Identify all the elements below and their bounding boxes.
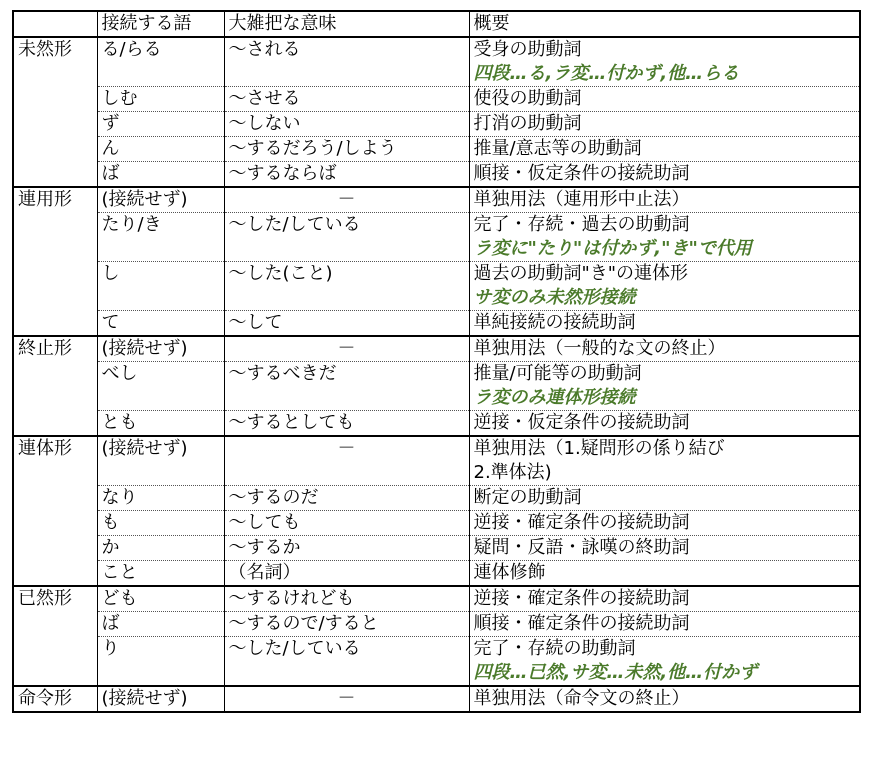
rough-meaning: －: [224, 336, 469, 362]
connect-word: ん: [97, 137, 224, 162]
usage-note: 四段…る,ラ変…付かず,他…らる: [473, 63, 740, 84]
table-row: [13, 213, 860, 262]
rough-meaning: ～した/している: [224, 213, 469, 262]
summary-text: 使役の助動詞: [473, 88, 582, 109]
connect-word: ば: [97, 612, 224, 637]
connect-word: しむ: [97, 87, 224, 112]
conjugation-form: 終止形: [13, 336, 97, 436]
rough-meaning: －: [224, 686, 469, 712]
summary-text: 推量/意志等の助動詞: [473, 138, 642, 159]
rough-meaning: ～した(こと): [224, 262, 469, 311]
table-row: [13, 187, 860, 213]
connect-word: (接続せず): [97, 436, 224, 486]
table-row: [13, 511, 860, 536]
header-connect: 接続する語: [97, 11, 224, 37]
table-row: [13, 37, 860, 87]
summary-cell: [469, 87, 860, 112]
connect-word: とも: [97, 411, 224, 437]
summary-cell: [469, 362, 860, 411]
rough-meaning: ～するか: [224, 536, 469, 561]
table-row: [13, 112, 860, 137]
connect-word: て: [97, 311, 224, 337]
summary-text: 単独用法（1.疑問形の係り結び: [473, 438, 725, 459]
summary-cell: [469, 486, 860, 511]
summary-cell: [469, 536, 860, 561]
rough-meaning: ～するけれども: [224, 586, 469, 612]
connect-word: たり/き: [97, 213, 224, 262]
connect-word: (接続せず): [97, 686, 224, 712]
conjugation-table: [12, 10, 861, 713]
summary-cell: [469, 586, 860, 612]
table-row: [13, 486, 860, 511]
connect-word: も: [97, 511, 224, 536]
conjugation-form: 命令形: [13, 686, 97, 712]
rough-meaning: ～するだろう/しよう: [224, 137, 469, 162]
summary-cell: [469, 213, 860, 262]
summary-text: 順接・確定条件の接続助詞: [473, 613, 690, 634]
table-row: [13, 436, 860, 486]
conjugation-form: 連体形: [13, 436, 97, 586]
summary-text: 単独用法（一般的な文の終止）: [473, 338, 726, 359]
rough-meaning: ～しても: [224, 511, 469, 536]
summary-cell: [469, 511, 860, 536]
conjugation-form: 未然形: [13, 37, 97, 187]
summary-text: 疑問・反語・詠嘆の終助詞: [473, 537, 690, 558]
summary-cell: [469, 112, 860, 137]
table-row: [13, 362, 860, 411]
summary-text: 逆接・確定条件の接続助詞: [473, 588, 690, 609]
table-row: [13, 262, 860, 311]
table-row: [13, 586, 860, 612]
connect-word: (接続せず): [97, 187, 224, 213]
connect-word: ば: [97, 162, 224, 188]
rough-meaning: ～して: [224, 311, 469, 337]
summary-text-line2: 2.準体法): [473, 462, 552, 483]
summary-cell: [469, 561, 860, 587]
summary-cell: [469, 637, 860, 687]
table-row: [13, 162, 860, 188]
header-summary: 概要: [469, 11, 860, 37]
connect-word: ず: [97, 112, 224, 137]
summary-text: 完了・存続の助動詞: [473, 638, 636, 659]
rough-meaning: －: [224, 187, 469, 213]
summary-cell: [469, 187, 860, 213]
summary-cell: [469, 336, 860, 362]
conjugation-form: 已然形: [13, 586, 97, 686]
summary-cell: [469, 137, 860, 162]
summary-cell: [469, 686, 860, 712]
summary-cell: [469, 436, 860, 486]
table-row: [13, 637, 860, 687]
connect-word: る/らる: [97, 37, 224, 87]
connect-word: なり: [97, 486, 224, 511]
rough-meaning: ～した/している: [224, 637, 469, 687]
connect-word: し: [97, 262, 224, 311]
conjugation-form: 連用形: [13, 187, 97, 336]
summary-cell: [469, 162, 860, 188]
usage-note: ラ変のみ連体形接続: [473, 387, 636, 408]
header-meaning: 大雑把な意味: [224, 11, 469, 37]
table-row: [13, 686, 860, 712]
rough-meaning: ～するので/すると: [224, 612, 469, 637]
rough-meaning: ～される: [224, 37, 469, 87]
table-row: [13, 87, 860, 112]
rough-meaning: ～するとしても: [224, 411, 469, 437]
connect-word: ども: [97, 586, 224, 612]
rough-meaning: ～させる: [224, 87, 469, 112]
connect-word: り: [97, 637, 224, 687]
summary-text: 単独用法（命令文の終止）: [473, 688, 690, 709]
connect-word: か: [97, 536, 224, 561]
usage-note: 四段…已然,サ変…未然,他…付かず: [473, 662, 758, 683]
summary-text: 受身の助動詞: [473, 39, 582, 60]
rough-meaning: ～するべきだ: [224, 362, 469, 411]
summary-text: 断定の助動詞: [473, 487, 582, 508]
rough-meaning: ～するならば: [224, 162, 469, 188]
rough-meaning: ～しない: [224, 112, 469, 137]
summary-text: 打消の助動詞: [473, 113, 582, 134]
table-row: [13, 311, 860, 337]
summary-cell: [469, 37, 860, 87]
header-row: [13, 11, 860, 37]
table-row: [13, 612, 860, 637]
usage-note: ラ変に"たり"は付かず,"き"で代用: [473, 238, 752, 259]
summary-text: 過去の助動詞"き"の連体形: [473, 263, 689, 284]
table-row: [13, 411, 860, 437]
summary-cell: [469, 262, 860, 311]
usage-note: サ変のみ未然形接続: [473, 287, 636, 308]
summary-cell: [469, 311, 860, 337]
table-row: [13, 137, 860, 162]
summary-cell: [469, 612, 860, 637]
summary-text: 逆接・仮定条件の接続助詞: [473, 412, 690, 433]
table-row: [13, 336, 860, 362]
summary-text: 順接・仮定条件の接続助詞: [473, 163, 690, 184]
rough-meaning: －: [224, 436, 469, 486]
summary-text: 逆接・確定条件の接続助詞: [473, 512, 690, 533]
summary-text: 完了・存続・過去の助動詞: [473, 214, 690, 235]
summary-text: 連体修飾: [473, 562, 546, 583]
rough-meaning: （名詞）: [224, 561, 469, 587]
table-body: [13, 37, 860, 712]
summary-text: 単純接続の接続助詞: [473, 312, 636, 333]
connect-word: べし: [97, 362, 224, 411]
connect-word: (接続せず): [97, 336, 224, 362]
summary-cell: [469, 411, 860, 437]
summary-text: 単独用法（連用形中止法）: [473, 189, 690, 210]
header-form: [13, 11, 97, 37]
summary-text: 推量/可能等の助動詞: [473, 363, 642, 384]
connect-word: こと: [97, 561, 224, 587]
table-row: [13, 536, 860, 561]
rough-meaning: ～するのだ: [224, 486, 469, 511]
table-row: [13, 561, 860, 587]
